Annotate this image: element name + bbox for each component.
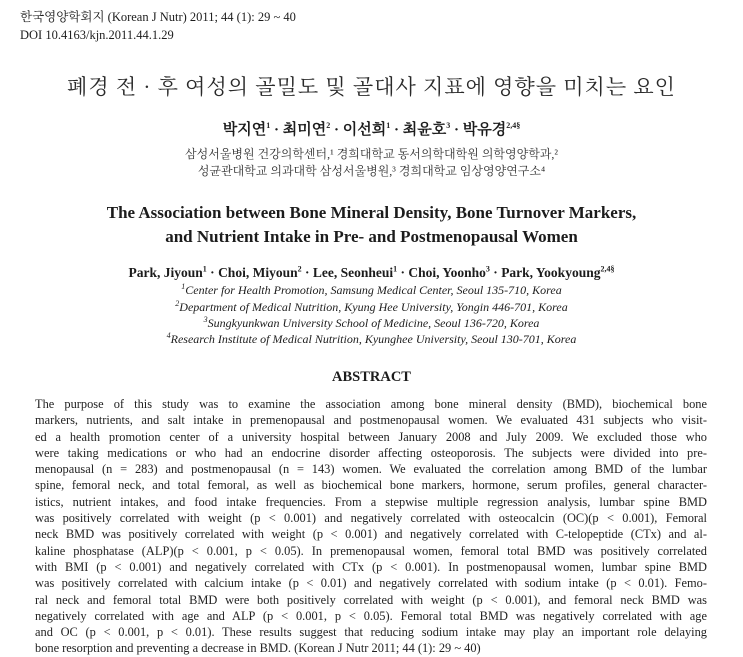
korean-affiliation-line-1: 삼성서울병원 건강의학센터,¹ 경희대학교 동서의학대학원 의학영양학과,² — [185, 147, 558, 161]
english-title-line-2: and Nutrient Intake in Pre- and Postmenopausal Women — [165, 227, 578, 246]
abstract-line: and OC (p < 0.001, p < 0.01). These results suggest that reducing sodium intake may play an important role delaying — [35, 625, 707, 640]
korean-authors — [0, 118, 743, 139]
abstract-line: bone resorption and preventing a decrease in BMD. (Korean J Nutr 2011; 44 (1): 29 ~ 40) — [35, 641, 481, 656]
author-separator: · — [206, 265, 219, 280]
abstract-heading: ABSTRACT — [332, 369, 411, 385]
abstract-body — [35, 396, 707, 657]
author-name: 최미연 — [282, 122, 327, 138]
abstract-line: were taking medications or who had an endocrine disorder affecting osteoporosis. The subjects were divided into pre- — [35, 445, 707, 460]
author-affiliation-mark: 1 — [266, 121, 271, 130]
author-name: 박유경 — [462, 122, 507, 138]
author-affiliation-mark: 2 — [326, 121, 331, 130]
author-name: Choi, Yoonho — [408, 265, 486, 280]
author-separator: · — [270, 122, 283, 138]
author-affiliation-mark: 1 — [393, 264, 398, 274]
korean-title: 폐경 전 · 후 여성의 골밀도 및 골대사 지표에 영향을 미치는 요인 — [67, 75, 676, 99]
abstract-line: istics, nutrient intakes, and food intake frequencies. From a stepwise multiple regression analysis, lumbar spine BMD — [35, 494, 707, 509]
abstract-line: neck BMD was positively correlated with weight (p < 0.001) and negatively correlated with C-telopeptide (CTx) and al- — [35, 527, 707, 542]
author-separator: · — [390, 122, 403, 138]
journal-citation: 한국영양학회지 (Korean J Nutr) 2011; 44 (1): 29 ~ 40 — [20, 10, 296, 24]
abstract-line: spine, femoral neck, and total femoral, as well as biochemical bone markers, hormone, serum profiles, general character- — [35, 478, 707, 493]
abstract-line: ed a health promotion center of a university hospital between January 2008 and July 2009. We excluded those who — [35, 429, 707, 444]
author-affiliation-mark: 1 — [386, 121, 391, 130]
author-affiliation-mark: 2 — [297, 264, 302, 274]
english-affiliation-2: $^2$Department of Medical Nutrition, Kyung Hee University, Yongin 446-701, Korea — [175, 299, 568, 314]
abstract-line: with BMI (p < 0.001) and negatively correlated with CTx (p < 0.001). In postmenopausal women, lumbar spine BMD — [35, 559, 707, 574]
english-authors — [0, 265, 743, 281]
author-name: Lee, Seonheui — [312, 265, 394, 280]
author-separator: · — [489, 265, 502, 280]
author-separator: · — [397, 265, 409, 280]
abstract-line: ral neck and femoral total BMD were both positively correlated with weight (p < 0.001), and femoral neck BMD was — [35, 592, 707, 607]
abstract-line: The purpose of this study was to examine the association among bone mineral density (BMD), biochemical bone — [35, 397, 707, 411]
author-name: Choi, Miyoun — [218, 265, 298, 280]
author-separator: · — [330, 122, 343, 138]
author-affiliation-mark: 1 — [202, 264, 207, 274]
author-name: Park, Jiyoun — [128, 265, 203, 280]
abstract-line: was positively correlated with calcium intake (p < 0.01) and negatively correlated with sodium intake (p < 0.01). Femo- — [35, 576, 707, 591]
abstract-line: kaline phosphatase (ALP)(p < 0.001, p < 0.05). In premenopausal women, femoral total BMD was positively correlated — [35, 543, 707, 558]
author-affiliation-mark: 3 — [485, 264, 490, 274]
abstract-line: markers, nutrients, and salt intake in premenopausal and postmenopausal women. We evaluated 431 subjects who visit- — [35, 413, 707, 428]
korean-affiliation-line-2: 성균관대학교 의과대학 삼성서울병원,³ 경희대학교 임상영양연구소⁴ — [197, 164, 546, 178]
english-affiliation-3: $^3$Sungkyunkwan University School of Medicine, Seoul 136-720, Korea — [203, 315, 540, 330]
english-title-line-1: The Association between Bone Mineral Density, Bone Turnover Markers, — [106, 203, 637, 222]
english-affiliation-4: $^4$Research Institute of Medical Nutrition, Kyunghee University, Seoul 130-701, Korea — [166, 331, 577, 346]
abstract-line: was positively correlated with weight (p < 0.001) and negatively correlated with osteocalcin (OC)(p < 0.001), Femoral — [35, 511, 707, 526]
author-affiliation-mark: 3 — [446, 121, 451, 130]
english-affiliation-1: $^1$Center for Health Promotion, Samsung Medical Center, Seoul 135-710, Korea — [181, 282, 562, 297]
author-separator: · — [450, 122, 463, 138]
author-name: 이선희 — [342, 122, 387, 138]
author-affiliation-mark: 2,4§ — [600, 264, 615, 274]
author-name: 박지연 — [222, 122, 267, 138]
author-separator: · — [301, 265, 313, 280]
doi-link[interactable]: DOI 10.4163/kjn.2011.44.1.29 — [20, 28, 174, 42]
abstract-line: negatively correlated with age and ALP (p < 0.001, p < 0.05). Femoral total BMD was negatively correlated with age — [35, 608, 707, 623]
author-name: Park, Yookyoung — [501, 265, 601, 280]
author-name: 최윤호 — [402, 122, 447, 138]
author-affiliation-mark: 2,4§ — [506, 121, 521, 130]
abstract-line: menopausal (n = 283) and postmenopausal (n = 143) women. We evaluated the correlation among BMD of the lumbar — [35, 462, 707, 477]
